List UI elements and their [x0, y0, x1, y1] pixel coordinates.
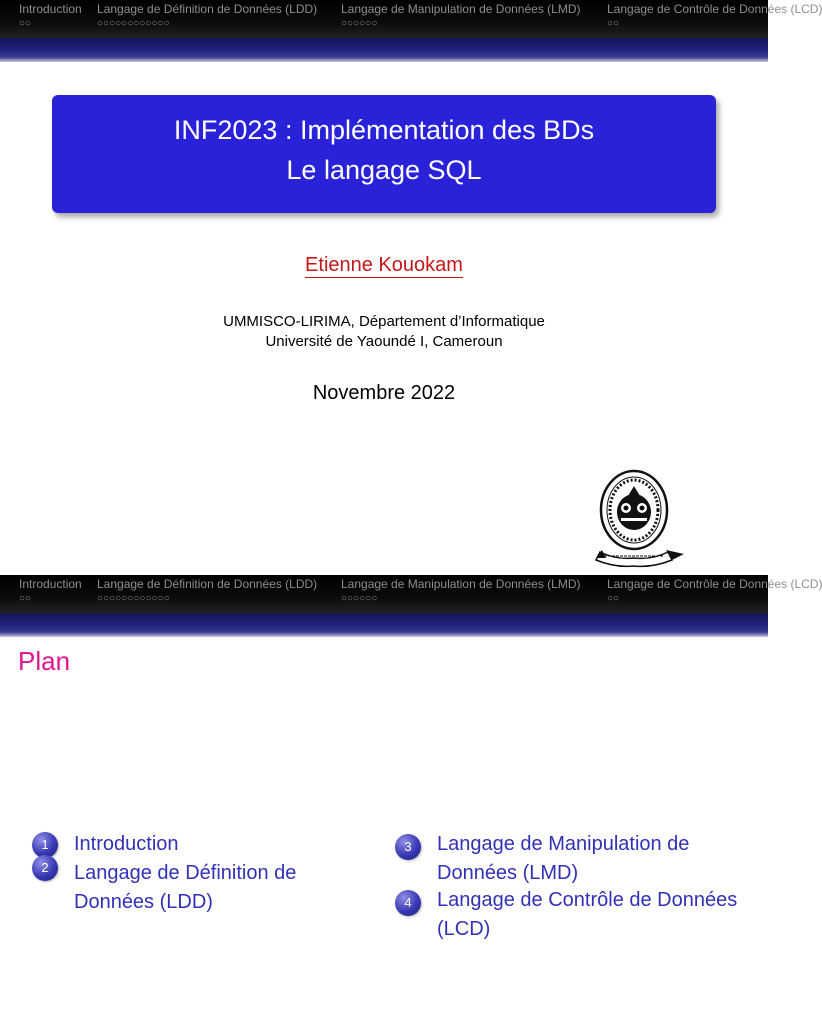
toc-item-label[interactable]: Langage de Manipulation de Données (LMD) — [437, 833, 690, 884]
nav-section-lmd[interactable] — [341, 577, 581, 605]
nav-section-label[interactable]: Introduction — [19, 2, 82, 16]
nav-section-dots[interactable]: ○○ — [19, 18, 32, 29]
nav-section-dots[interactable]: ○○○○○○ — [341, 18, 378, 29]
nav-section-dots[interactable]: ○○ — [19, 593, 32, 604]
nav-section-introduction[interactable] — [19, 2, 82, 30]
university-seal-icon — [596, 468, 690, 572]
header-band — [0, 38, 768, 62]
nav-section-label[interactable]: Langage de Manipulation de Données (LMD) — [341, 577, 581, 591]
nav-section-ldd[interactable] — [97, 2, 317, 30]
nav-section-lmd[interactable] — [341, 2, 581, 30]
nav-section-lcd[interactable] — [607, 577, 822, 605]
toc-item-label[interactable]: Langage de Définition de Données (LDD) — [74, 862, 297, 913]
presentation-date: Novembre 2022 — [312, 382, 456, 404]
nav-section-label[interactable]: Introduction — [19, 577, 82, 591]
toc-number-badge: 1 — [32, 832, 58, 858]
nav-section-lcd[interactable] — [607, 2, 822, 30]
title-slide — [0, 0, 822, 470]
title-block — [52, 95, 716, 213]
nav-section-label[interactable]: Langage de Contrôle de Données (LCD) — [607, 2, 822, 16]
frame-title: Plan — [18, 646, 71, 676]
toc-number-badge: 4 — [395, 890, 421, 916]
toc-number-badge: 2 — [32, 855, 58, 881]
nav-section-dots[interactable]: ○○○○○○○○○○○○ — [97, 18, 170, 29]
toc-number-badge: 3 — [395, 834, 421, 860]
nav-section-label[interactable]: Langage de Manipulation de Données (LMD) — [341, 2, 581, 16]
institute-block — [0, 312, 768, 352]
institute-line: UMMISCO-LIRIMA, Département d’Informatique — [223, 313, 545, 330]
nav-section-introduction[interactable] — [19, 577, 82, 605]
nav-section-label[interactable]: Langage de Définition de Données (LDD) — [97, 2, 318, 16]
plan-slide — [0, 575, 822, 1024]
toc-item-ldd[interactable] — [32, 859, 352, 917]
header-band — [0, 613, 768, 637]
author-link[interactable]: Etienne Kouokam — [305, 254, 463, 276]
toc-item-label[interactable]: Introduction — [74, 833, 179, 855]
toc-column-left — [32, 830, 352, 917]
toc-column-right — [395, 830, 745, 944]
navigation-bar — [0, 575, 822, 613]
toc-item-introduction[interactable] — [32, 830, 352, 859]
nav-section-dots[interactable]: ○○ — [607, 18, 620, 29]
navigation-bar — [0, 0, 822, 38]
institute-line: Université de Yaoundé I, Cameroun — [265, 333, 503, 350]
nav-section-label[interactable]: Langage de Contrôle de Données (LCD) — [607, 577, 822, 591]
toc-item-label[interactable]: Langage de Contrôle de Données (LCD) — [437, 889, 738, 940]
presentation-subtitle: Le langage SQL — [286, 155, 482, 185]
nav-section-dots[interactable]: ○○○○○○ — [341, 593, 378, 604]
nav-section-label[interactable]: Langage de Définition de Données (LDD) — [97, 577, 318, 591]
nav-section-dots[interactable]: ○○ — [607, 593, 620, 604]
toc-item-lmd[interactable] — [395, 830, 745, 888]
toc-item-lcd[interactable] — [395, 886, 745, 944]
presentation-title: INF2023 : Implémentation des BDs — [173, 115, 595, 145]
author-block — [0, 254, 768, 277]
nav-section-dots[interactable]: ○○○○○○○○○○○○ — [97, 593, 170, 604]
nav-section-ldd[interactable] — [97, 577, 317, 605]
